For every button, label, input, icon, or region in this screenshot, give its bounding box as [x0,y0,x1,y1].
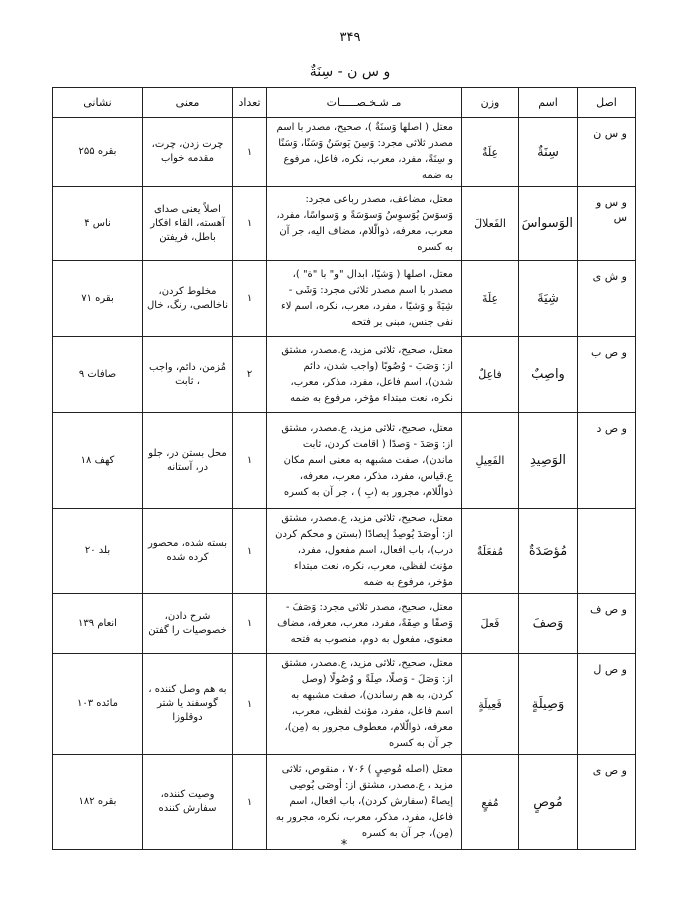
count-cell: ۱ [233,654,267,755]
description-cell: معتل (اصله مُوصِيٍ ) ۷۰۶ ، منقوص، ثلاثى مزيد ، ع.مصدر، مشتق از: أوصَى يُوصِى إيصاءً (سفارش كردن)، باب افعال، اسم فاعل، مفرد، مذكر، معرب، نكره، مجرور به (مِن)، جر آن به كسره [267,755,462,850]
pattern-cell: عِلَةٌ [462,118,519,187]
pattern-cell: الفَعِيلِ [462,413,519,509]
description-cell: معتل، صحيح، ثلاثى مزيد، ع.مصدر، مشتق از: وَصَبَ - وُصُوبًا (واجب شدن، دائم شدن)، اسم فاعل، مفرد، مذكر، معرب، نكره، نعت مبتداء مؤخر، مرفوع به ضمه [267,337,462,413]
table-row [53,755,636,850]
header-row [53,88,636,118]
pattern-cell: مُفعَلَةٌ [462,509,519,594]
description-cell: معتل، صحيح، ثلاثى مزيد، ع.مصدر، مشتق از: أوصَدَ يُوصِدُ إيصادًا (بستن و محكم كردن درب)، باب افعال، اسم مفعول، مفرد، مؤنث لفظى، معرب، نكره، نعت مبتداء مؤخر، مرفوع به ضمه [267,509,462,594]
description-cell: معتل، صحيح، مصدر ثلاثى مجرد: وَصَفَ - وَصفًا و صِفَةً، مفرد، معرب، معرفه، مضاف معنوى، مفعول به دوم، منصوب به فتحه [267,594,462,654]
root-cell: و ص د [578,413,636,509]
pattern-cell: مُفعٍ [462,755,519,850]
root-cell: و ص ی [578,755,636,850]
address-cell: ناس ۴ [53,187,143,261]
meaning-cell: وصيت كننده، سفارش كننده [143,755,233,850]
meaning-cell: مُزمن، دائم، واجب ، ثابت [143,337,233,413]
word-cell: واصِبٌ [519,337,578,413]
root-cell: و س ن [578,118,636,187]
pattern-cell: الفَعلالَ [462,187,519,261]
address-cell: بقره ۱۸۲ [53,755,143,850]
root-cell: و س و س [578,187,636,261]
word-cell: سِنَةٌ [519,118,578,187]
word-cell: الوَسواسَ [519,187,578,261]
page-number: ۳۴۹ [339,30,361,45]
word-cell: وَصِيلَةٍ [519,654,578,755]
meaning-cell: مخلوط كردن، ناخالصى، رنگ، خال [143,261,233,337]
header-word: اسم [519,88,578,118]
meaning-cell: به هم وصل كننده ، گوسفند يا شتر دوقلوزا [143,654,233,755]
pattern-cell: فَعِيلَةٍ [462,654,519,755]
table-row [53,654,636,755]
root-cell: و ص ب [578,337,636,413]
address-cell: كهف ۱۸ [53,413,143,509]
description-cell: معتل، صحيح، ثلاثى مزيد، ع.مصدر، مشتق از: وَصَدَ - وَصدًا ( اقامت كردن، ثابت ماندن)، صفت مشبهه به معنى اسم مكان ع.قياس، مفرد، مذكر، معرب، معرفه، ذوالّلام، مجرور به (بِ ) ، جر آن به كسره [267,413,462,509]
description-cell: معتل ( اصلها وَسنَةٌ )، صحيح، مصدر با اسم مصدر ثلاثی مجرد: وَسِنَ يَوسَنُ وَسَنًا، وَسَنًا و سِنَةً، مفرد، معرب، نكره، فاعل، مرفوع به ضمه [267,118,462,187]
page-heading: و س ن - سِنَةٌ [309,64,391,80]
pattern-cell: فاعِلٌ [462,337,519,413]
word-cell: مُوصٍ [519,755,578,850]
table-row [53,413,636,509]
count-cell: ۱ [233,118,267,187]
word-cell: شِيَةَ [519,261,578,337]
table-row [53,594,636,654]
address-cell: بقره ۲۵۵ [53,118,143,187]
count-cell: ۲ [233,337,267,413]
header-address: نشانی [53,88,143,118]
header-meaning: معنی [143,88,233,118]
word-cell: الوَصِيدِ [519,413,578,509]
header-root: اصل [578,88,636,118]
word-cell: مُؤصَدَةٌ [519,509,578,594]
count-cell: ۱ [233,413,267,509]
address-cell: انعام ۱۳۹ [53,594,143,654]
table-row [53,187,636,261]
count-cell: ۱ [233,187,267,261]
count-cell: ۱ [233,261,267,337]
address-cell: صافات ۹ [53,337,143,413]
address-cell: بقره ۷۱ [53,261,143,337]
meaning-cell: اصلاً يعنى صداى آهسته، القاء افكار باطل، فريفتن [143,187,233,261]
meaning-cell: بسته شده، محصور كرده شده [143,509,233,594]
header-description: مـ شـخـصـــــات [267,88,462,118]
header-count: تعداد [233,88,267,118]
table-row [53,337,636,413]
meaning-cell: شرح دادن، خصوصيات را گفتن [143,594,233,654]
table-row [53,509,636,594]
address-cell: مائده ۱۰۳ [53,654,143,755]
word-cell: وَصفَ [519,594,578,654]
count-cell: ۱ [233,594,267,654]
root-cell: و ش ی [578,261,636,337]
lexicon-table [52,87,636,850]
table-row [53,118,636,187]
count-cell: ۱ [233,509,267,594]
meaning-cell: محل بستن در، جلو در، آستانه [143,413,233,509]
header-pattern: وزن [462,88,519,118]
meaning-cell: چرت زدن، چرت، مقدمه خواب [143,118,233,187]
description-cell: معتل، مضاعف، مصدر رباعی مجرد: وَسوَسَ يُوَسوِسُ وَسوَسَةً و وَسواسًا، مفرد، معرب، معرفه، ذوالّلام، مضاف اليه، جر آن به كسره [267,187,462,261]
root-cell: و ص ف [578,594,636,654]
count-cell: ۱ [233,755,267,850]
footer-mark: * [340,838,348,853]
pattern-cell: فَعلَ [462,594,519,654]
description-cell: معتل، اصلها ( وَشيًا، ابدال "و" با "ة" )، مصدر با اسم مصدر ثلاثی مجرد: وَشَى - شِيَةً و وَشيًا ، مفرد، معرب، نكره، اسم لاء نفى جنس، مبنى بر فتحه [267,261,462,337]
root-cell [578,509,636,594]
table-row [53,261,636,337]
root-cell: و ص ل [578,654,636,755]
pattern-cell: عِلَةَ [462,261,519,337]
description-cell: معتل، صحيح، ثلاثى مزيد، ع.مصدر، مشتق از: وَصَلَ - وَصلًا، صِلَةً و وُصُولًا (وصل كردن، به هم رساندن)، صفت مشبهه به اسم فاعل، مفرد، مؤنث لفظى، معرب، معرفه، ذوالّلام، معطوف مجرور به (مِن)، جر آن به كسره [267,654,462,755]
address-cell: بلد ۲۰ [53,509,143,594]
